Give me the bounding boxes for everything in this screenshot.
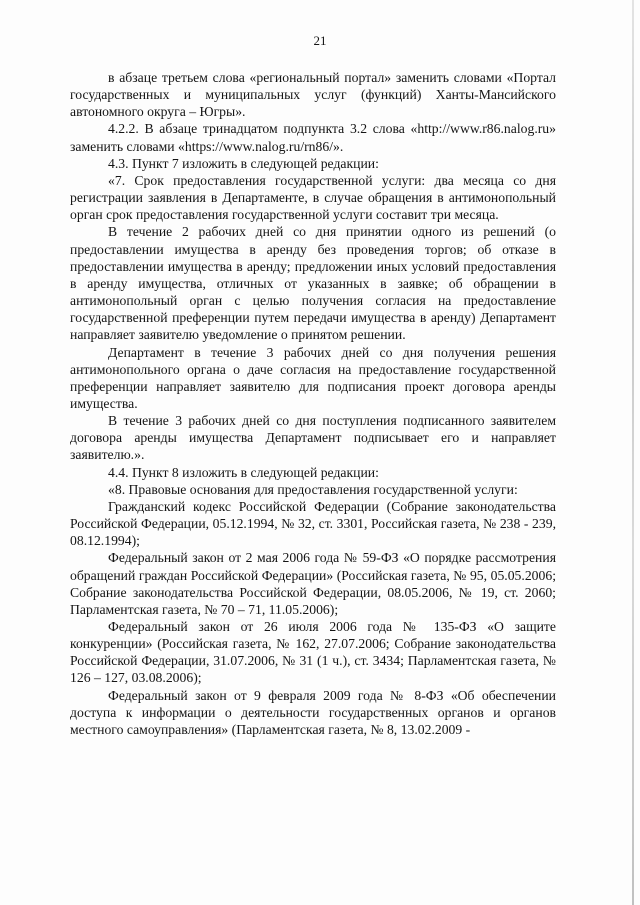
- paragraph: В течение 2 рабочих дней со дня принятии одного из решений (о предоставлении имущества в аренду без проведения торгов; об отказе в предоставлении имущества в аренду; предложении иных условий предоставления в аренду имущества, отличных от указанных в заявке; об обращении в антимонопольный орган с целью получения согласия на предоставление государственной преференции путем передачи имущества в аренду) Департамент направляет заявителю уведомление о принятом решении.: [70, 224, 556, 343]
- paragraph: «8. Правовые основания для предоставления государственной услуги:: [108, 481, 518, 497]
- paragraph: Департамент в течение 3 рабочих дней со дня получения решения антимонопольного органа о даче согласия на предоставление государственной преференции направляет заявителю для подписания проект договора аренды имущества.: [70, 344, 556, 411]
- paragraph: 4.2.2. В абзаце тринадцатом подпункта 3.2 слова «http://www.r86.nalog.ru» заменить словами «https://www.nalog.ru/rn86/».: [70, 121, 556, 154]
- page-number: 21: [313, 33, 327, 48]
- paragraph: «7. Срок предоставления государственной услуги: два месяца со дня регистрации заявления в Департаменте, в случае обращения в антимонопольный орган срок предоставления государственной услуги составит три месяца.: [70, 172, 556, 223]
- paragraph: Федеральный закон от 2 мая 2006 года № 59-ФЗ «О порядке рассмотрения обращений граждан Российской Федерации» (Российская газета, № 95, 05.05.2006; Собрание законодательства Российской Федерации, 08.05.2006, № 19, ст. 2060; Парламентская газета, № 70 – 71, 11.05.2006);: [70, 550, 556, 617]
- scan-edge: [632, 0, 634, 905]
- paragraph: 4.3. Пункт 7 изложить в следующей редакции:: [108, 155, 379, 171]
- paragraph: в абзаце третьем слова «региональный портал» заменить словами «Портал государственных и муниципальных услуг (функций) Ханты-Мансийского автономного округа – Югры».: [70, 70, 556, 120]
- paragraph: Гражданский кодекс Российской Федерации (Собрание законодательства Российской Федерации, 05.12.1994, № 32, ст. 3301, Российская газета, № 238 - 239, 08.12.1994);: [70, 498, 556, 549]
- document-body: [70, 69, 556, 738]
- paragraph: Федеральный закон от 26 июля 2006 года № 135-ФЗ «О защите конкуренции» (Российская газета, № 162, 27.07.2006; Собрание законодательства Российской Федерации, 31.07.2006, № 31 (1 ч.), ст. 3434; Парламентская газета, № 126 – 127, 03.08.2006);: [70, 619, 556, 686]
- paragraph: 4.4. Пункт 8 изложить в следующей редакции:: [108, 464, 379, 480]
- paragraph: Федеральный закон от 9 февраля 2009 года № 8-ФЗ «Об обеспечении доступа к информации о деятельности государственных органов и органов местного самоуправления» (Парламентская газета, № 8, 13.02.2009 -: [70, 687, 556, 737]
- paragraph: В течение 3 рабочих дней со дня поступления подписанного заявителем договора аренды имущества Департамент подписывает его и направляет заявителю.».: [70, 413, 556, 463]
